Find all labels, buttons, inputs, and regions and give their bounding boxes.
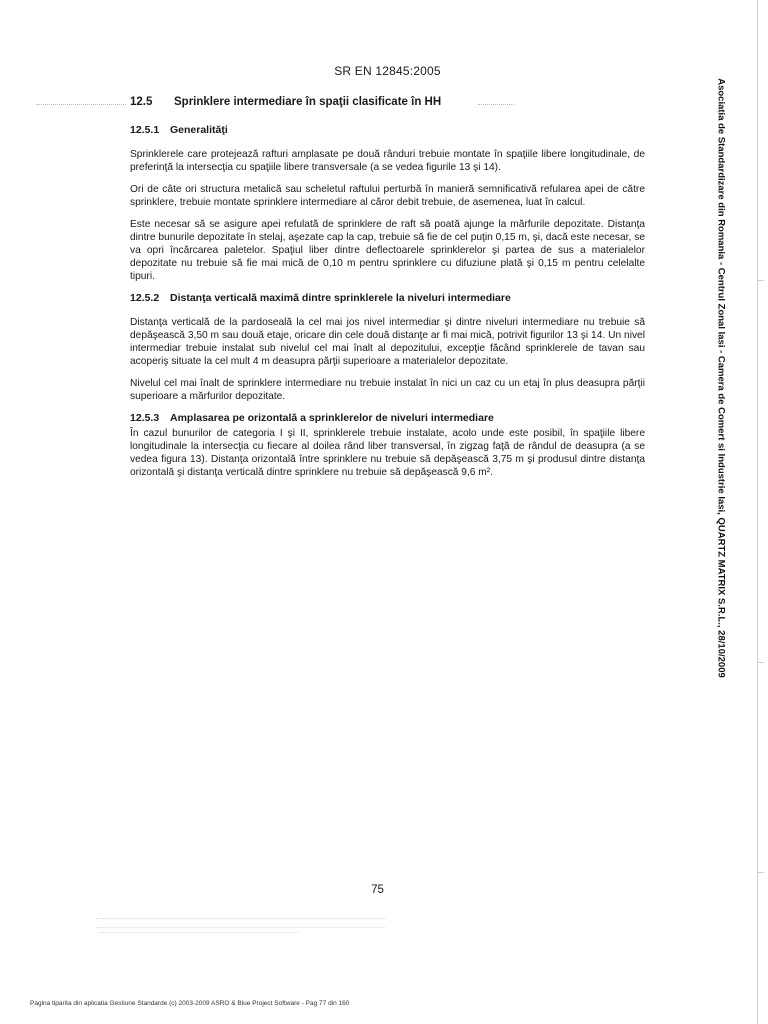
section-heading	[130, 96, 670, 108]
subsection-number: 12.5.3	[130, 412, 160, 424]
page-number: 75	[371, 884, 384, 896]
paragraph: Distanţa verticală de la pardoseală la cel mai jos nivel intermediar şi dintre niveluri intermediare nu trebuie să depăşească 3,50 m sau două etaje, oricare din cele două distanţe ar fi mai mică, potrivit figurilor 13 şi 14. Un nivel intermediar trebuie instalat sub nivelul cel mai înalt al depozitului, excepţie făcând sprinklerele de tavan sau acoperiş situate la cel mult 4 m deasupra părţii superioare a materialelor depozitate.	[130, 317, 645, 367]
subsection-heading	[130, 412, 645, 425]
paragraph: În cazul bunurilor de categoria I şi II, sprinklerele trebuie instalate, acolo unde este posibil, în spaţiile libere longitudinale la intersecţia cu fiecare al doilea rând liber transversal, în zigzag faţă de rândul de deasupra (a se vedea figura 13). Distanţa orizontală între sprinklere nu trebuie să depăşească 3,75 m şi produsul dintre distanţa orizontală şi distanţa verticală dintre sprinklere nu trebuie să depăşească 9,6 m².	[130, 428, 645, 478]
scan-edge-tick	[758, 280, 764, 281]
scan-edge-tick	[758, 662, 764, 663]
paragraph: Este necesar să se asigure apei refulată de sprinklere de raft să poată ajunge la mărfurile depozitate. Distanţa dintre bunurile depozitate în stelaj, aşezate cap la cap, trebuie să fie de cel puţin 0,15 m, şi, dacă este necesar, se va opri încărcarea paletelor. Spaţiul liber dintre deflectoarele sprinklerelor şi partea de sus a materialelor depozitate nu trebuie să fie mai mică de 0,10 m pentru sprinklere cu difuziune plată şi 0,15 m pentru celelalte tipuri.	[130, 219, 645, 282]
scan-dotted-line-left	[36, 104, 126, 105]
subsection-title: Distanţa verticală maximă dintre sprinklerele la niveluri intermediare	[170, 292, 511, 304]
scan-dotted-line-right	[478, 104, 514, 105]
subsection-12-5-1	[130, 124, 645, 283]
subsection-number: 12.5.1	[130, 124, 160, 136]
section-number: 12.5	[130, 96, 153, 108]
subsection-12-5-2	[130, 292, 645, 403]
scan-edge-line	[757, 0, 758, 1024]
side-watermark-text: Asociatia de Standardizare din Romania - Centrul Zonal Iasi - Camera de Comert si Industrie Iasi, QUARTZ MATRIX S.R.L., 28/10/2009	[715, 78, 727, 678]
subsection-title: Generalităţi	[170, 124, 228, 136]
scan-noise	[100, 932, 300, 937]
subsection-12-5-3	[130, 412, 645, 479]
subsection-heading	[130, 292, 645, 305]
print-footer: Pagina tiparita din aplicatia Gestiune Standarde (c) 2003-2009 ASRO & Blue Project Software - Pag 77 din 160	[30, 1000, 350, 1007]
paragraph: Nivelul cel mai înalt de sprinklere intermediare nu trebuie instalat în nici un caz cu un etaj în plus deasupra părţii superioare a mărfurilor depozitate.	[130, 378, 645, 402]
subsection-heading	[130, 124, 645, 137]
paragraph: Ori de câte ori structura metalică sau scheletul raftului perturbă în manieră semnificativă refularea apei de către sprinklere, trebuie montate sprinklere intermediare al căror debit trebuie, de asemenea, luat în calcul.	[130, 184, 645, 208]
subsection-title: Amplasarea pe orizontală a sprinklerelor de niveluri intermediare	[170, 412, 494, 424]
side-watermark	[708, 58, 734, 698]
standard-header: SR EN 12845:2005	[334, 64, 441, 78]
document-body	[130, 124, 645, 488]
paragraph: Sprinklerele care protejează rafturi amplasate pe două rânduri trebuie montate în spaţiile libere longitudinale, de preferinţă la intersecţia cu spaţiile libere transversale (a se vedea figurile 13 şi 14).	[130, 149, 645, 173]
subsection-number: 12.5.2	[130, 292, 160, 304]
section-title: Sprinklere intermediare în spaţii clasificate în HH	[174, 96, 442, 108]
scan-edge-tick	[758, 872, 764, 873]
scan-noise	[96, 918, 386, 928]
